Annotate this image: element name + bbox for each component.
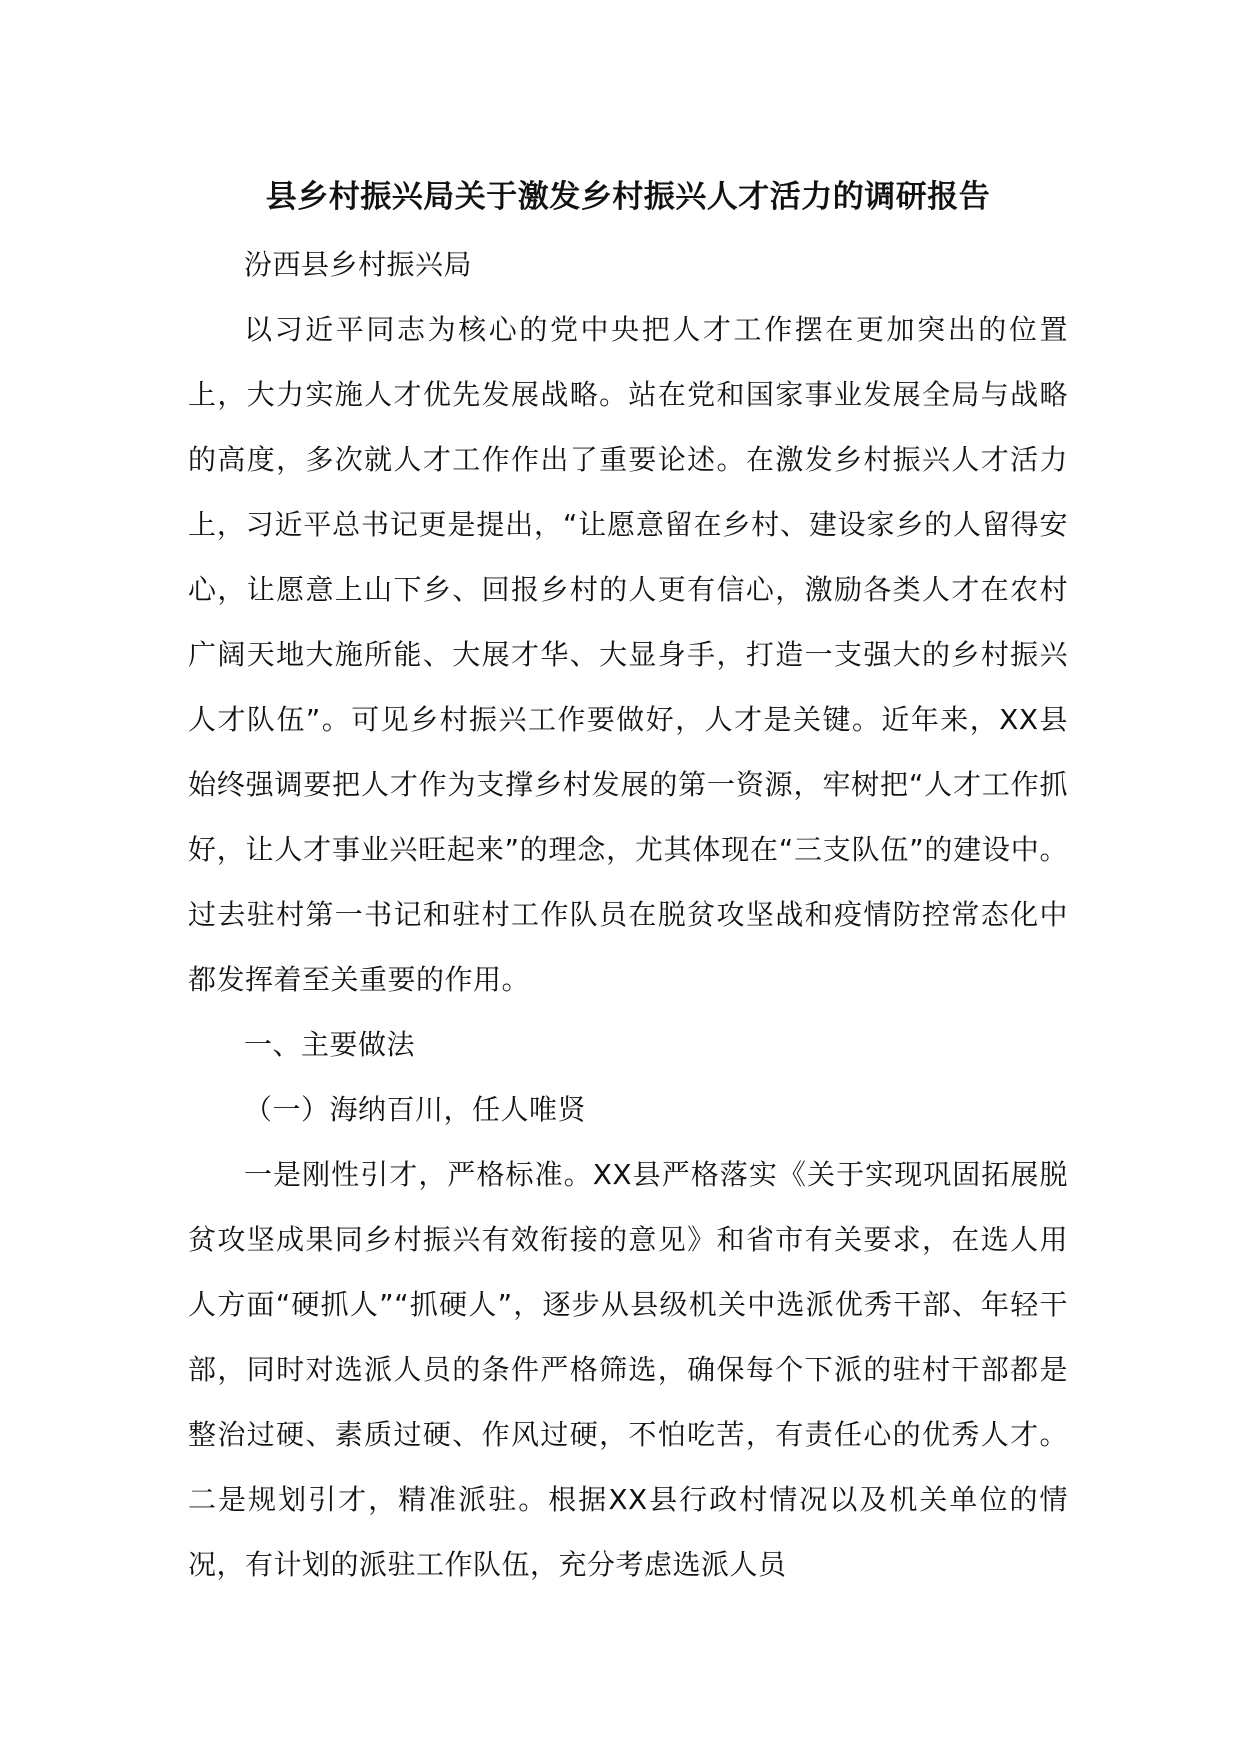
body-paragraph: 一是刚性引才，严格标准。XX县严格落实《关于实现巩固拓展脱贫攻坚成果同乡村振兴有效衔接的意见》和省市有关要求，在选人用人方面“硬抓人”“抓硬人”，逐步从县级机关中选派优秀干部、年轻干部，同时对选派人员的条件严格筛选，确保每个下派的驻村干部都是整治过硬、素质过硬、作风过硬，不怕吃苦，有责任心的优秀人才。二是规划引才，精准派驻。根据XX县行政村情况以及机关单位的情况，有计划的派驻工作队伍，充分考虑选派人员 [188, 1158, 1068, 1581]
document-body [188, 168, 1068, 1597]
subsection-heading: （一）海纳百川，任人唯贤 [244, 1093, 587, 1126]
section-heading: 一、主要做法 [244, 1028, 416, 1061]
intro-paragraph: 以习近平同志为核心的党中央把人才工作摆在更加突出的位置上，大力实施人才优先发展战略。站在党和国家事业发展全局与战略的高度，多次就人才工作作出了重要论述。在激发乡村振兴人才活力上，习近平总书记更是提出，“让愿意留在乡村、建设家乡的人留得安心，让愿意上山下乡、回报乡村的人更有信心，激励各类人才在农村广阔天地大施所能、大展才华、大显身手，打造一支强大的乡村振兴人才队伍”。可见乡村振兴工作要做好，人才是关键。近年来，XX县始终强调要把人才作为支撑乡村发展的第一资源，牢树把“人才工作抓好，让人才事业兴旺起来”的理念，尤其体现在“三支队伍”的建设中。过去驻村第一书记和驻村工作队员在脱贫攻坚战和疫情防控常态化中都发挥着至关重要的作用。 [188, 313, 1068, 996]
document-title: 县乡村振兴局关于激发乡村振兴人才活力的调研报告 [265, 179, 991, 215]
author-line: 汾西县乡村振兴局 [244, 248, 473, 281]
